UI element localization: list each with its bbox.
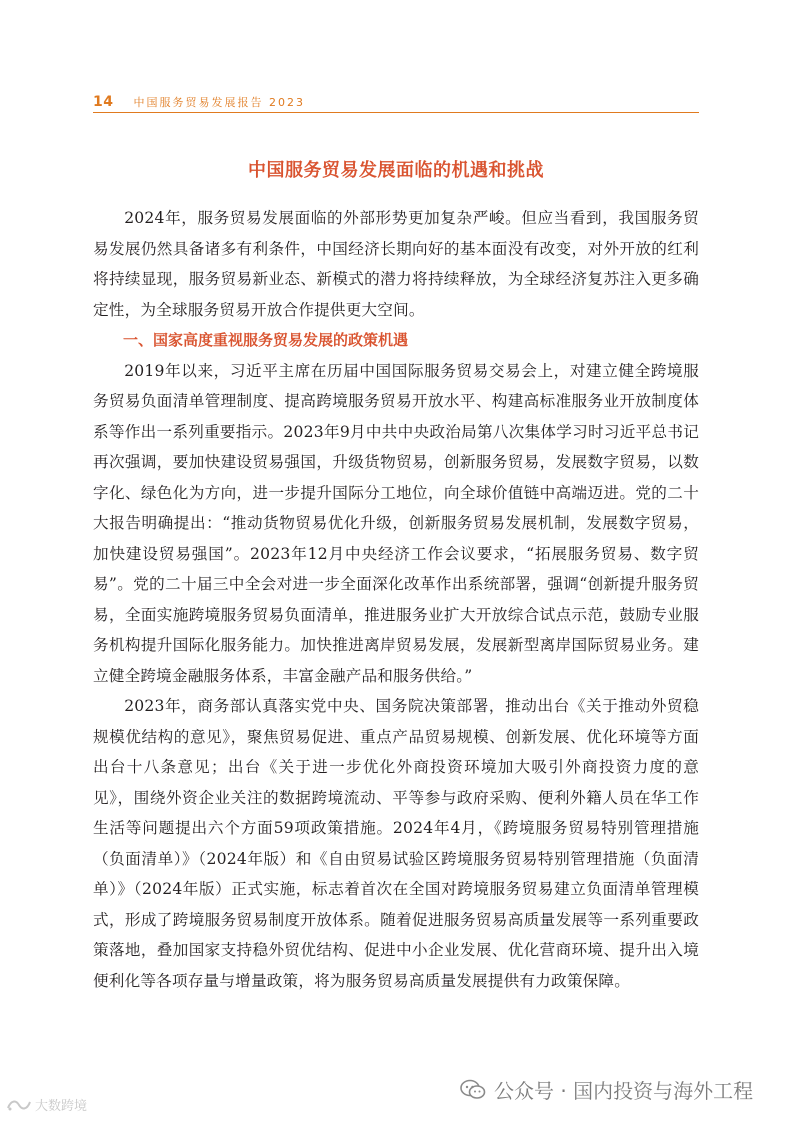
- running-header: [93, 92, 699, 112]
- body-paragraph: 2023年，商务部认真落实党中央、国务院决策部署，推动出台《关于推动外贸稳规模优结构的意见》，聚焦贸易促进、重点产品贸易规模、创新发展、优化环境等方面出台十八条意见；出台《关于进一步优化外商投资环境加大吸引外商投资力度的意见》，围绕外资企业关注的数据跨境流动、平等参与政府采购、便利外籍人员在华工作生活等问题提出六个方面59项政策措施。2024年4月，《跨境服务贸易特别管理措施（负面清单）》（2024年版）和《自由贸易试验区跨境服务贸易特别管理措施（负面清单）》（2024年版）正式实施，标志着首次在全国对跨境服务贸易建立负面清单管理模式，形成了跨境服务贸易制度开放体系。随着促进服务贸易高质量发展等一系列重要政策落地，叠加国家支持稳外贸优结构、促进中小企业发展、优化营商环境、提升出入境便利化等各项存量与增量政策，将为服务贸易高质量发展提供有力政策保障。: [93, 697, 699, 990]
- wechat-icon: [460, 1079, 486, 1101]
- subsection-heading: 一、国家高度重视服务贸易发展的政策机遇: [123, 331, 409, 349]
- corner-stamp: [6, 1095, 87, 1114]
- page-number: 14: [93, 94, 114, 110]
- section-title: 中国服务贸易发展面临的机遇和挑战: [248, 160, 544, 181]
- logo-icon: [6, 1098, 32, 1112]
- body-content: [93, 203, 699, 996]
- intro-paragraph: 2024年，服务贸易发展面临的外部形势更加复杂严峻。但应当看到，我国服务贸易发展仍然具备诸多有利条件，中国经济长期向好的基本面没有改变，对外开放的红利将持续显现，服务贸易新业态、新模式的潜力将持续释放，为全球经济复苏注入更多确定性，为全球服务贸易开放合作提供更大空间。: [93, 209, 699, 319]
- wechat-watermark: [460, 1075, 753, 1104]
- watermark-text: 公众号 · 国内投资与海外工程: [494, 1079, 754, 1103]
- corner-stamp-text: 大数跨境: [35, 1099, 88, 1114]
- body-paragraph: 2019年以来，习近平主席在历届中国国际服务贸易交易会上，对建立健全跨境服务贸易负面清单管理制度、提高跨境服务贸易开放水平、构建高标准服务业开放制度体系等作出一系列重要指示。2023年9月中共中央政治局第八次集体学习时习近平总书记再次强调，要加快建设贸易强国，升级货物贸易，创新服务贸易，发展数字贸易，以数字化、绿色化为方向，进一步提升国际分工地位，向全球价值链中高端迈进。党的二十大报告明确提出：“推动货物贸易优化升级，创新服务贸易发展机制，发展数字贸易，加快建设贸易强国”。2023年12月中央经济工作会议要求，“拓展服务贸易、数字贸易”。党的二十届三中全会对进一步全面深化改革作出系统部署，强调“创新提升服务贸易，全面实施跨境服务贸易负面清单，推进服务业扩大开放综合试点示范，鼓励专业服务机构提升国际化服务能力。加快推进离岸贸易发展，发展新型离岸国际贸易业务。建立健全跨境金融服务体系，丰富金融产品和服务供给。”: [93, 361, 699, 685]
- report-name: 中国服务贸易发展报告 2023: [133, 96, 305, 109]
- header-rule: [93, 112, 699, 113]
